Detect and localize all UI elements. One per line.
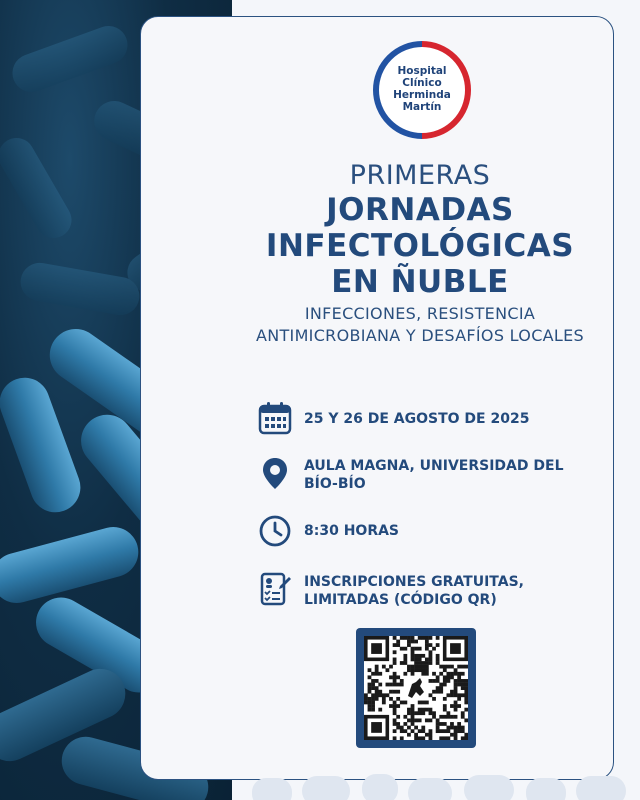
heading-primeras: PRIMERAS (349, 160, 491, 191)
location-pin-icon (258, 456, 292, 490)
event-time (304, 522, 604, 540)
registration-form-icon (258, 572, 292, 606)
qr-code-area (364, 636, 468, 740)
event-location (304, 457, 604, 493)
registration-info (304, 573, 604, 609)
logo-text (380, 65, 464, 113)
logo-line: Martín (402, 101, 442, 113)
clock-icon (258, 514, 292, 548)
event-date-text: 25 Y 26 DE AGOSTO DE 2025 (304, 411, 530, 427)
event-location-line-1: AULA MAGNA, UNIVERSIDAD DEL (304, 458, 564, 474)
logo-line: Clínico (402, 77, 442, 89)
registration-line-2: LIMITADAS (CÓDIGO QR) (304, 592, 497, 608)
calendar-icon (258, 401, 292, 435)
logo-line: Herminda (393, 89, 451, 101)
heading-jornadas: JORNADAS (326, 192, 514, 228)
event-date (304, 410, 604, 428)
hospital-logo (372, 40, 472, 140)
heading-en-nuble: EN ÑUBLE (331, 264, 509, 300)
event-time-text: 8:30 HORAS (304, 523, 400, 539)
heading-infectologicas: INFECTOLÓGICAS (265, 228, 575, 264)
registration-line-1: INSCRIPCIONES GRATUITAS, (304, 574, 525, 590)
registration-qr-code[interactable] (356, 628, 476, 748)
bottom-decoration (232, 770, 640, 800)
subtitle-line-2: ANTIMICROBIANA Y DESAFÍOS LOCALES (255, 326, 585, 345)
qr-code-icon (364, 636, 468, 740)
logo-line: Hospital (397, 65, 447, 77)
event-location-line-2: BÍO-BÍO (304, 476, 366, 492)
subtitle-line-1: INFECCIONES, RESISTENCIA (304, 304, 536, 323)
